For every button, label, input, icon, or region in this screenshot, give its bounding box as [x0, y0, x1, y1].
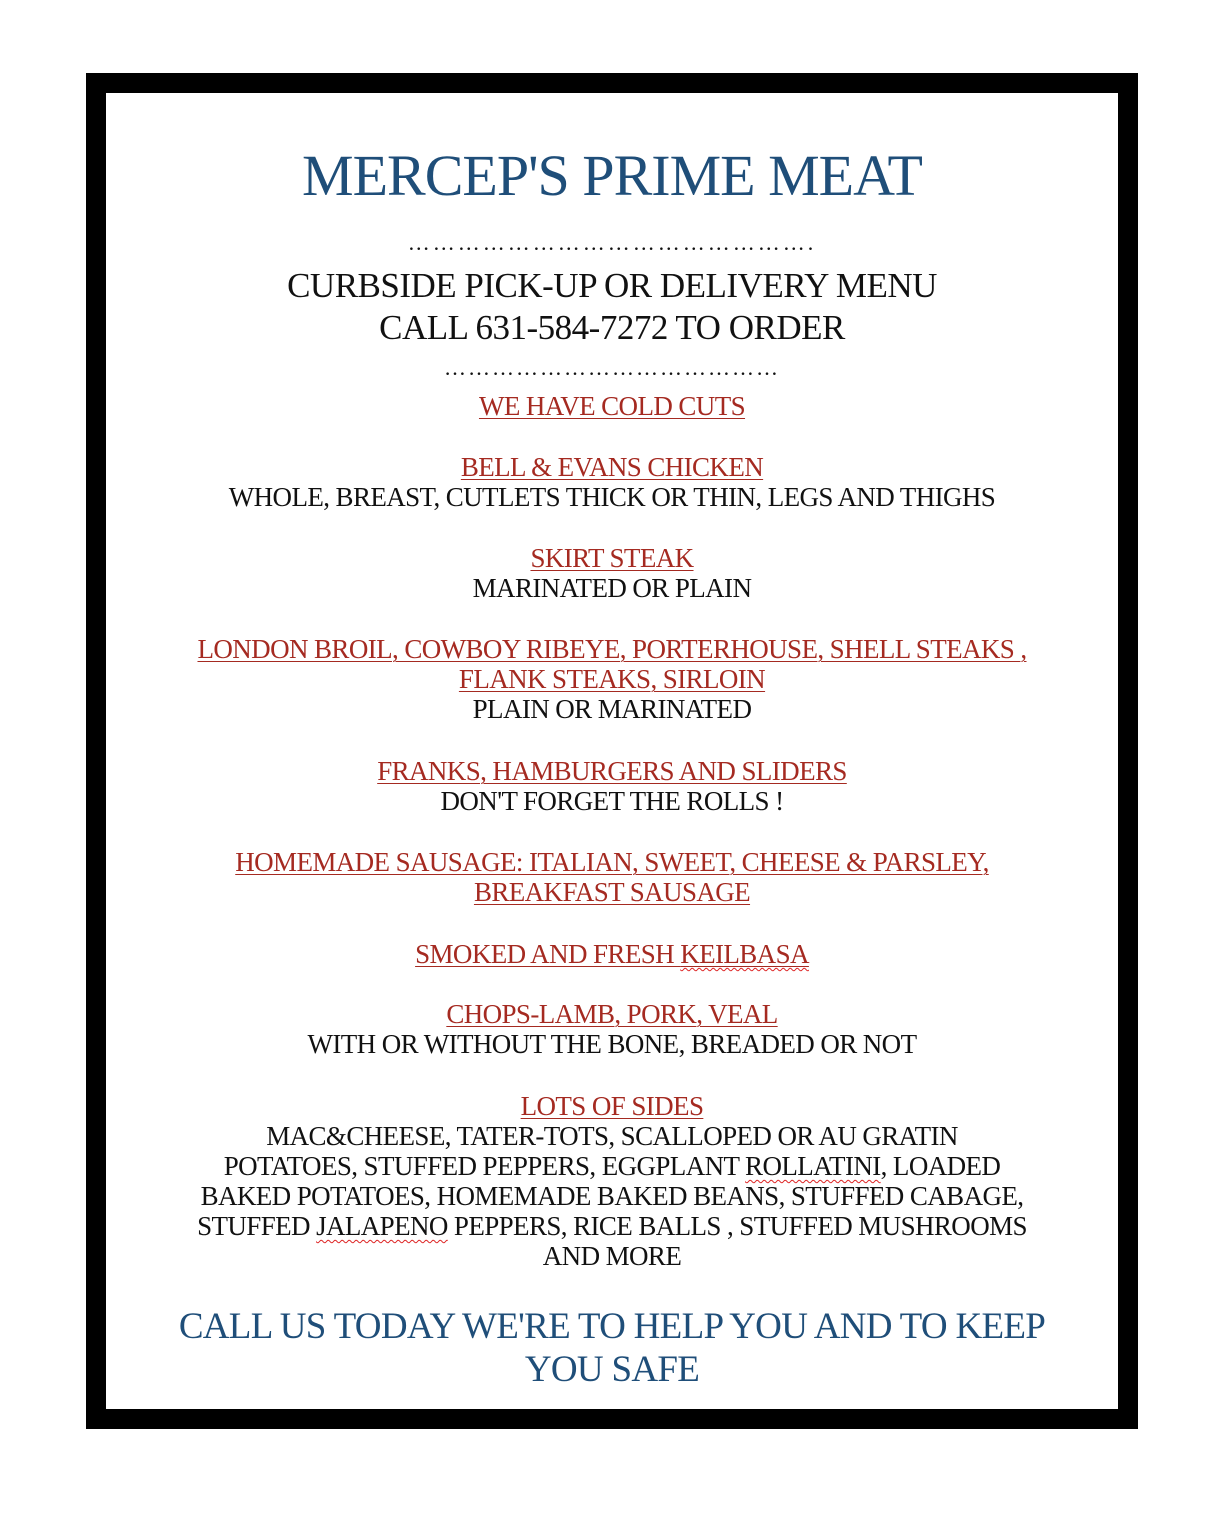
- sides-text: POTATOES, STUFFED PEPPERS, EGGPLANT: [223, 1151, 746, 1181]
- section-detail: WITH OR WITHOUT THE BONE, BREADED OR NOT: [307, 1029, 917, 1059]
- sides-line: [136, 1151, 1088, 1181]
- sides-text: , LOADED: [880, 1151, 1001, 1181]
- section-heading-cont: FLANK STEAKS, SIRLOIN: [458, 664, 766, 694]
- section-skirt-steak: [136, 543, 1088, 603]
- section-steaks: [136, 634, 1088, 724]
- page-title: MERCEP'S PRIME MEAT: [302, 143, 922, 208]
- sides-line: MAC&CHEESE, TATER-TOTS, SCALLOPED OR AU GRATIN: [266, 1121, 958, 1151]
- section-heading: WE HAVE COLD CUTS: [478, 391, 746, 421]
- section-heading-cont: BREAKFAST SAUSAGE: [473, 877, 751, 907]
- closing-line: CALL US TODAY WE'RE TO HELP YOU AND TO KEEP: [178, 1306, 1046, 1347]
- section-heading: LOTS OF SIDES: [520, 1091, 704, 1121]
- sides-line: AND MORE: [542, 1241, 682, 1271]
- section-detail: PLAIN OR MARINATED: [472, 694, 752, 724]
- spellcheck-flagged-word: JALAPENO: [316, 1211, 448, 1241]
- section-heading: SKIRT STEAK: [530, 543, 694, 573]
- section-cold-cuts: [136, 391, 1088, 421]
- section-sausage: [136, 847, 1088, 907]
- section-heading: FRANKS, HAMBURGERS AND SLIDERS: [377, 756, 847, 786]
- section-heading: CHOPS-LAMB, PORK, VEAL: [446, 999, 778, 1029]
- subtitle-line: CURBSIDE PICK-UP OR DELIVERY MENU: [287, 266, 937, 305]
- section-detail: WHOLE, BREAST, CUTLETS THICK OR THIN, LEGS AND THIGHS: [228, 482, 996, 512]
- order-phone-line: CALL 631-584-7272 TO ORDER: [379, 308, 845, 347]
- section-sides: [136, 1091, 1088, 1271]
- spellcheck-flagged-word: KEILBASA: [680, 939, 809, 969]
- dotted-divider-bottom: ……………………………………: [444, 355, 780, 380]
- section-heading: BELL & EVANS CHICKEN: [460, 452, 764, 482]
- section-heading: [415, 939, 809, 969]
- sides-line: [136, 1211, 1088, 1241]
- sides-text: PEPPERS, RICE BALLS , STUFFED MUSHROOMS: [447, 1211, 1027, 1241]
- section-heading: LONDON BROIL, COWBOY RIBEYE, PORTERHOUSE, SHELL STEAKS ,: [197, 634, 1027, 664]
- menu-subtitle: [106, 265, 1118, 349]
- section-heading: HOMEMADE SAUSAGE: ITALIAN, SWEET, CHEESE & PARSLEY,: [235, 847, 989, 877]
- closing-line: YOU SAFE: [524, 1349, 700, 1390]
- menu-frame: [86, 73, 1138, 1429]
- section-franks: [136, 756, 1088, 816]
- section-keilbasa: [136, 939, 1088, 969]
- spellcheck-flagged-word: ROLLATINI: [745, 1151, 881, 1181]
- section-detail: DON'T FORGET THE ROLLS !: [440, 786, 784, 816]
- closing-message: [126, 1305, 1098, 1391]
- dotted-divider-top: ………………………………………….: [407, 230, 817, 255]
- sides-text: STUFFED: [197, 1211, 317, 1241]
- section-chicken: [136, 452, 1088, 512]
- section-detail: MARINATED OR PLAIN: [472, 573, 752, 603]
- sides-line: BAKED POTATOES, HOMEMADE BAKED BEANS, STUFFED CABAGE,: [200, 1181, 1024, 1211]
- heading-text: SMOKED AND FRESH: [415, 939, 681, 969]
- section-chops: [136, 999, 1088, 1059]
